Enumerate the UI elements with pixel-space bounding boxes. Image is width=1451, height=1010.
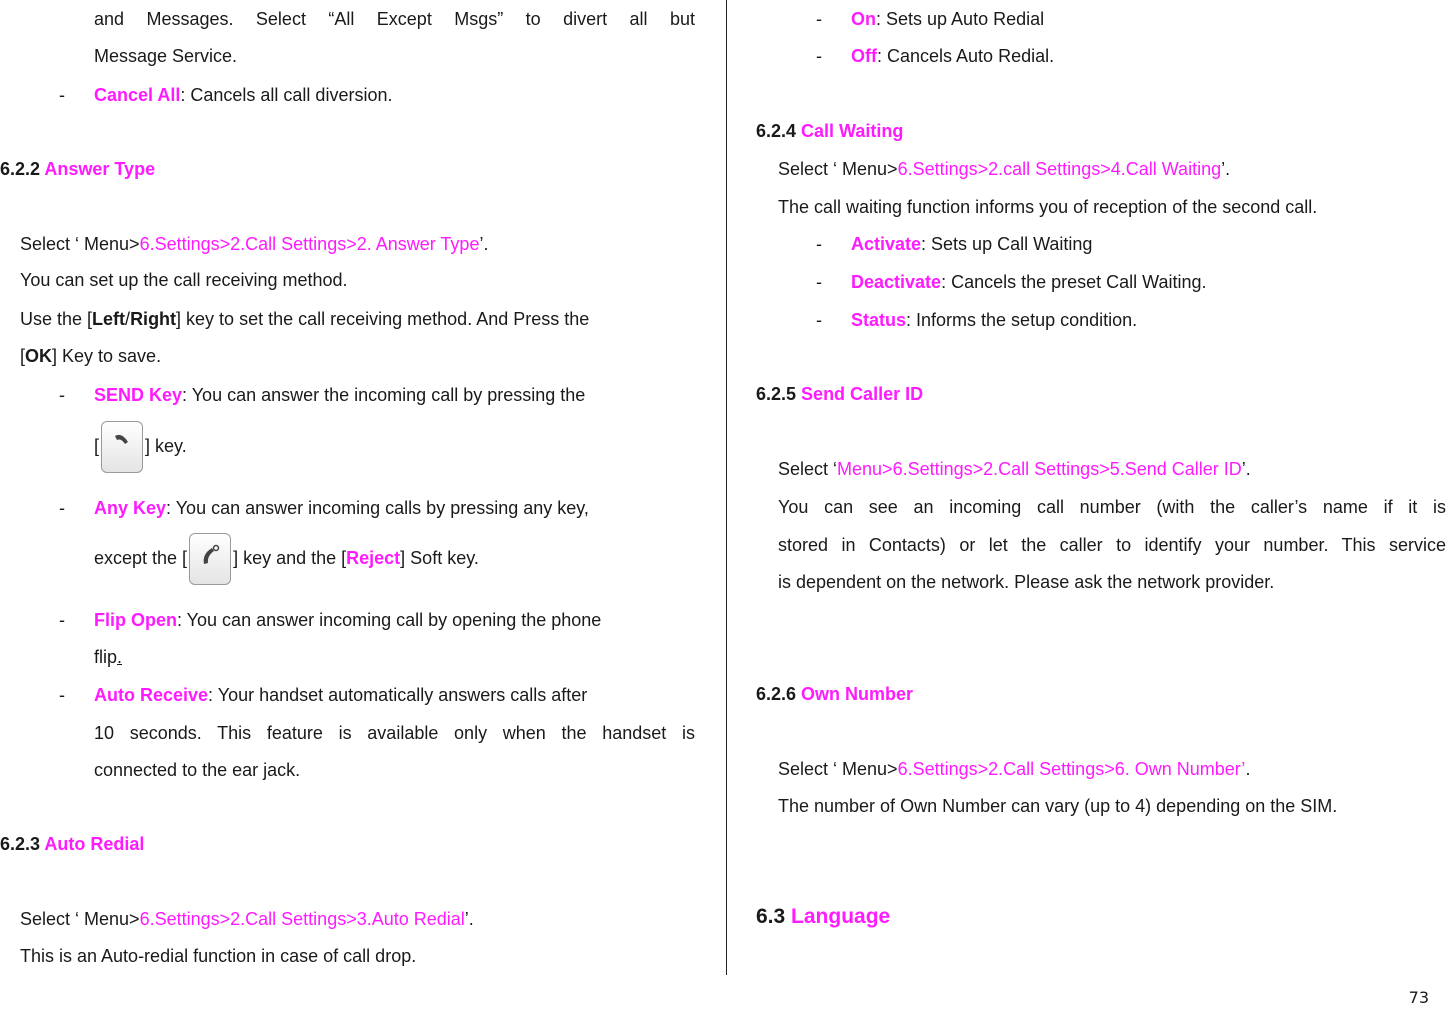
heading-title: Call Waiting <box>801 121 904 141</box>
text-part: ] key and the [ <box>233 548 347 568</box>
heading-6-3 <box>756 906 890 928</box>
activate-label: Activate <box>851 234 922 254</box>
select-suffix: ’. <box>479 234 489 254</box>
on-label: On <box>851 9 876 29</box>
cancel-all-label: Cancel All <box>94 85 181 105</box>
heading-title: Auto Redial <box>44 834 145 854</box>
heading-number: 6.2.6 <box>756 684 802 704</box>
select-prefix: Select ‘ Menu> <box>20 234 140 254</box>
off-item <box>851 45 1054 67</box>
menu-path-answer-type <box>20 233 488 255</box>
menu-path-own-number <box>778 758 1250 780</box>
heading-6-2-3 <box>0 833 144 855</box>
flip-line-2 <box>94 646 122 668</box>
flip-open-text: : You can answer incoming call by opening the phone <box>177 610 602 630</box>
call-waiting-desc: The call waiting function informs you of reception of the second call. <box>778 197 1318 217</box>
heading-number: 6.2.2 <box>0 159 45 179</box>
deactivate-text: : Cancels the preset Call Waiting. <box>941 272 1207 292</box>
send-key-text: : You can answer the incoming call by pressing the <box>182 385 586 405</box>
flip-open-item <box>94 609 601 631</box>
status-item <box>851 309 1137 331</box>
auto-receive-item <box>94 684 587 706</box>
flip-open-label: Flip Open <box>94 610 177 630</box>
column-divider <box>726 0 727 975</box>
left-key-label: Left <box>92 309 126 329</box>
text-part: ] Soft key. <box>400 548 479 568</box>
text-part: except the [ <box>94 548 188 568</box>
heading-6-2-2 <box>0 158 155 180</box>
text-part: ] Key to save. <box>52 346 162 366</box>
heading-6-2-6 <box>756 683 913 705</box>
any-key-item <box>94 497 589 519</box>
bullet-dash: - <box>816 9 822 29</box>
select-path: Menu>6.Settings>2.Call Settings>5.Send Caller ID <box>837 459 1242 479</box>
page-number: 73 <box>1408 988 1429 1007</box>
heading-title: Answer Type <box>44 159 156 179</box>
text-part: flip <box>94 647 118 667</box>
heading-number: 6.2.3 <box>0 834 45 854</box>
bullet-dash: - <box>816 310 822 330</box>
select-path: 6.Settings>2.Call Settings>6. Own Number’ <box>897 759 1246 779</box>
on-item <box>851 8 1044 30</box>
activate-text: : Sets up Call Waiting <box>921 234 1093 254</box>
bullet-dash: - <box>59 498 65 518</box>
on-text: : Sets up Auto Redial <box>876 9 1045 29</box>
ok-key-line <box>20 345 161 367</box>
deactivate-label: Deactivate <box>851 272 942 292</box>
any-key-except-line <box>94 530 479 586</box>
caller-id-line-3: is dependent on the network. Please ask the network provider. <box>778 572 1275 592</box>
intro-line-2: Message Service. <box>94 46 238 66</box>
text-part: [ <box>20 346 26 366</box>
text-part: [ <box>94 436 100 456</box>
answer-type-keys-line <box>20 308 695 330</box>
select-path: 6.Settings>2.Call Settings>3.Auto Redial <box>139 909 465 929</box>
select-suffix: ’. <box>1241 459 1251 479</box>
select-prefix: Select ‘ Menu> <box>778 159 898 179</box>
send-key-label: SEND Key <box>94 385 183 405</box>
intro-line-1: and Messages. Select “All Except Msgs” to divert all but <box>94 9 695 29</box>
auto-receive-line-2: 10 seconds. This feature is available only when the handset is <box>94 723 695 743</box>
auto-receive-text: : Your handset automatically answers calls after <box>208 685 588 705</box>
select-prefix: Select ‘ Menu> <box>778 759 898 779</box>
ok-key-label: OK <box>25 346 53 366</box>
heading-title: Language <box>791 905 891 928</box>
off-text: : Cancels Auto Redial. <box>877 46 1055 66</box>
menu-path-auto-redial <box>20 908 474 930</box>
menu-path-send-caller-id <box>778 458 1251 480</box>
auto-redial-desc: This is an Auto-redial function in case of call drop. <box>20 946 417 966</box>
bullet-dash: - <box>816 46 822 66</box>
own-number-desc: The number of Own Number can vary (up to 4) depending on the SIM. <box>778 796 1338 816</box>
heading-title: Own Number <box>801 684 914 704</box>
cancel-all-text: : Cancels all call diversion. <box>180 85 393 105</box>
any-key-text: : You can answer incoming calls by pressing any key, <box>166 498 589 518</box>
caller-id-line-1: You can see an incoming call number (with the caller’s name if it is <box>778 497 1446 517</box>
caller-id-line-2: stored in Contacts) or let the caller to identify your number. This service <box>778 535 1446 555</box>
heading-number: 6.2.4 <box>756 121 802 141</box>
bullet-dash: - <box>59 85 65 105</box>
select-prefix: Select ‘ <box>778 459 838 479</box>
select-suffix: ’. <box>464 909 474 929</box>
status-label: Status <box>851 310 907 330</box>
end-key-icon <box>189 533 231 585</box>
text-part: Use the [ <box>20 309 93 329</box>
send-key-icon-line <box>94 418 187 474</box>
cancel-all-item <box>94 84 392 106</box>
text-part: ] key to set the call receiving method. And Press the <box>176 309 590 329</box>
select-path: 6.Settings>2.Call Settings>2. Answer Type <box>139 234 480 254</box>
heading-6-2-5 <box>756 383 923 405</box>
bullet-dash: - <box>59 685 65 705</box>
select-suffix: ’. <box>1221 159 1231 179</box>
auto-receive-line-3: connected to the ear jack. <box>94 760 301 780</box>
select-suffix: . <box>1245 759 1251 779</box>
heading-6-2-4 <box>756 120 903 142</box>
bullet-dash: - <box>816 272 822 292</box>
bullet-dash: - <box>59 610 65 630</box>
bullet-dash: - <box>59 385 65 405</box>
any-key-label: Any Key <box>94 498 167 518</box>
right-key-label: Right <box>130 309 177 329</box>
send-key-item <box>94 384 585 406</box>
auto-receive-label: Auto Receive <box>94 685 209 705</box>
text-part: / <box>125 309 131 329</box>
menu-path-call-waiting <box>778 158 1230 180</box>
reject-key-label: Reject <box>346 548 401 568</box>
heading-number: 6.2.5 <box>756 384 802 404</box>
text-part: . <box>117 647 123 667</box>
send-key-icon <box>101 421 143 473</box>
heading-number: 6.3 <box>756 905 792 928</box>
select-path: 6.Settings>2.call Settings>4.Call Waiting <box>897 159 1222 179</box>
answer-type-desc: You can set up the call receiving method. <box>20 270 348 290</box>
bullet-dash: - <box>816 234 822 254</box>
select-prefix: Select ‘ Menu> <box>20 909 140 929</box>
off-label: Off <box>851 46 877 66</box>
heading-title: Send Caller ID <box>801 384 924 404</box>
status-text: : Informs the setup condition. <box>906 310 1138 330</box>
activate-item <box>851 233 1092 255</box>
text-part: ] key. <box>145 436 187 456</box>
deactivate-item <box>851 271 1207 293</box>
